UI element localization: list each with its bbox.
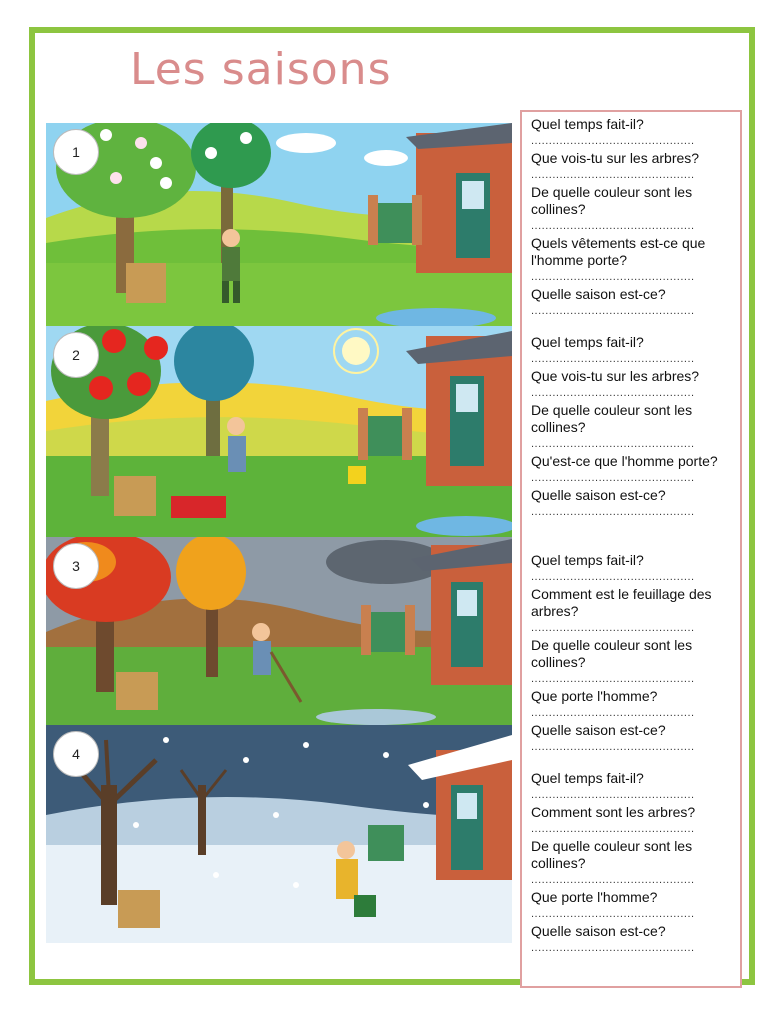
answer-line[interactable]: .............................................. [531,506,695,518]
question: De quelle couleur sont les collines? [531,402,693,435]
answer-line[interactable]: .............................................. [531,823,695,835]
answer-line[interactable]: .............................................. [531,387,695,399]
question: Quel temps fait-il? [531,552,644,568]
question-group-3 [531,552,737,756]
panel-summer [46,326,512,537]
question: De quelle couleur sont les collines? [531,637,693,670]
winter-scene [46,725,512,943]
question: Quelle saison est-ce? [531,722,666,738]
panel-number-badge: 4 [53,731,99,777]
question: Comment est le feuillage des arbres? [531,586,712,619]
question: Que porte l'homme? [531,889,658,905]
question: Que porte l'homme? [531,688,658,704]
question: Que vois-tu sur les arbres? [531,368,700,384]
answer-line[interactable]: .............................................. [531,169,695,181]
question-group-4 [531,770,737,957]
question: Comment sont les arbres? [531,804,696,820]
answer-line[interactable]: .............................................. [531,472,695,484]
question: De quelle couleur sont les collines? [531,838,693,871]
question-group-1 [531,116,737,320]
answer-line[interactable]: .............................................. [531,271,695,283]
question: Quel temps fait-il? [531,770,644,786]
panel-number-badge: 1 [53,129,99,175]
panel-winter [46,725,512,943]
answer-line[interactable]: .............................................. [531,741,695,753]
answer-line[interactable]: .............................................. [531,220,695,232]
answer-line[interactable]: .............................................. [531,571,695,583]
answer-line[interactable]: .............................................. [531,622,695,634]
answer-line[interactable]: .............................................. [531,789,695,801]
question: Que vois-tu sur les arbres? [531,150,700,166]
question: Quelle saison est-ce? [531,487,666,503]
panel-spring [46,123,512,326]
panel-number-badge: 3 [53,543,99,589]
answer-line[interactable]: .............................................. [531,874,695,886]
question: Quel temps fait-il? [531,116,644,132]
question: Quelle saison est-ce? [531,286,666,302]
question: Quelle saison est-ce? [531,923,666,939]
question: Quels vêtements est-ce que l'homme porte? [531,235,706,268]
answer-line[interactable]: .............................................. [531,707,695,719]
question: Qu'est-ce que l'homme porte? [531,453,718,469]
answer-line[interactable]: .............................................. [531,353,695,365]
answer-line[interactable]: .............................................. [531,135,695,147]
autumn-scene [46,537,512,725]
panel-number-badge: 2 [53,332,99,378]
answer-line[interactable]: .............................................. [531,438,695,450]
answer-line[interactable]: .............................................. [531,942,695,954]
answer-line[interactable]: .............................................. [531,673,695,685]
questions-box [520,110,742,988]
page-title: Les saisons [130,44,392,95]
spring-scene [46,123,512,326]
answer-line[interactable]: .............................................. [531,305,695,317]
summer-scene [46,326,512,537]
question: Quel temps fait-il? [531,334,644,350]
question-group-2 [531,334,737,521]
question: De quelle couleur sont les collines? [531,184,693,217]
panel-autumn [46,537,512,725]
answer-line[interactable]: .............................................. [531,908,695,920]
